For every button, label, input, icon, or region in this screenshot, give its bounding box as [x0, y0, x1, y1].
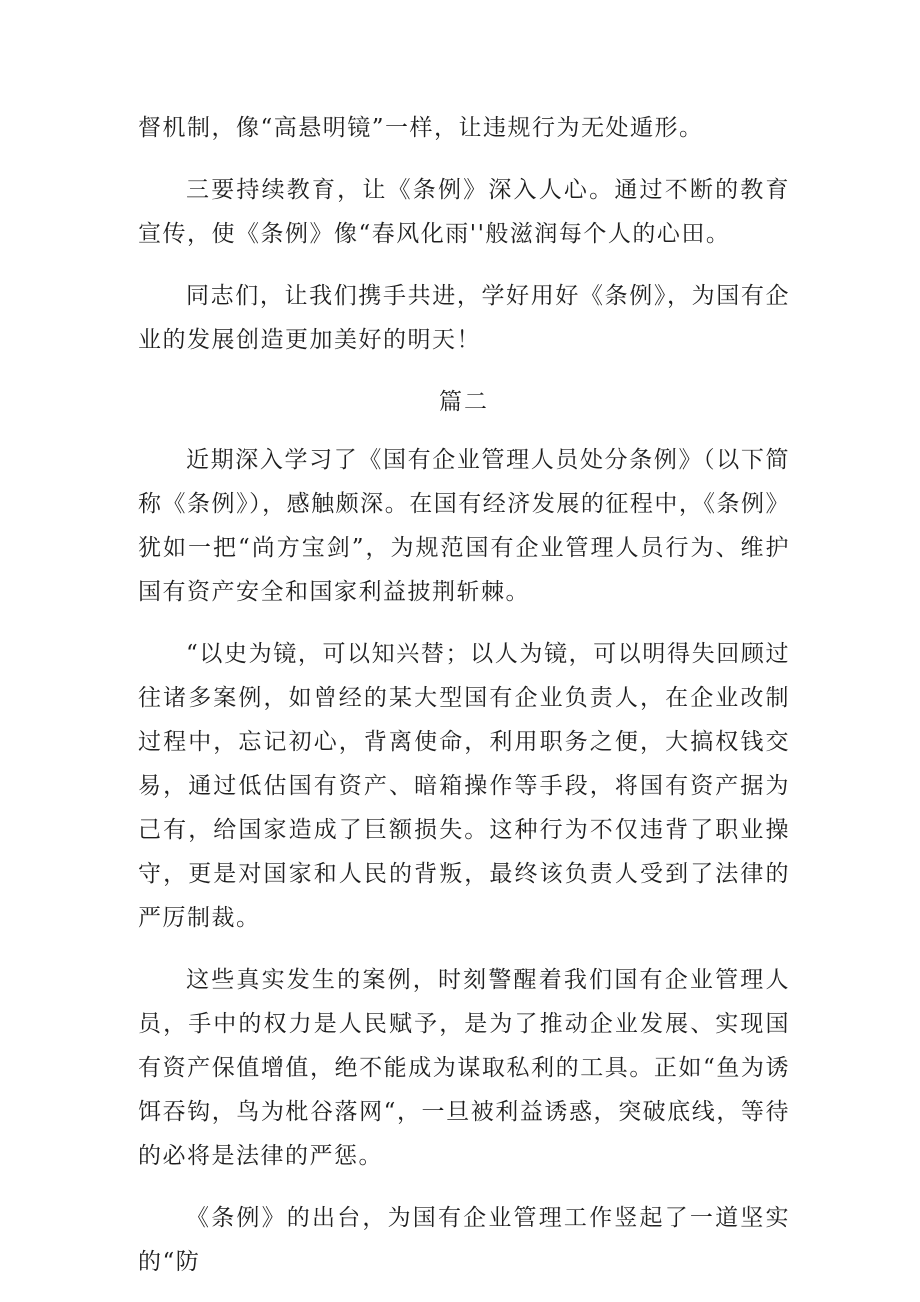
document-body [138, 106, 790, 1302]
paragraph-continuation: 督机制，像“高悬明镜”一样，让违规行为无处遁形。 [138, 115, 704, 141]
paragraph-case: “以史为镜，可以知兴替；以人为镜，可以明得失回顾过往诸多案例，如曾经的某大型国有企业负责人，在企业改制过程中，忘记初心，背离使命，利用职务之便，大搞权钱交易，通过低估国有资产、暗箱操作等手段，将国有资产据为己有，给国家造成了巨额损失。这种行为不仅违背了职业操守，更是对国家和人民的背叛，最终该负责人受到了法律的严厉制裁。 [138, 641, 790, 931]
paragraph-regulation: 《条例》的出台，为国有企业管理工作竖起了一道坚实的“防 [138, 1205, 790, 1275]
paragraph-intro: 近期深入学习了《国有企业管理人员处分条例》（以下简称《条例》），感触颇深。在国有经济发展的征程中，《条例》犹如一把“尚方宝剑”，为规范国有企业管理人员行为、维护国有资产安全和国家利益披荆斩棘。 [138, 447, 790, 605]
section-heading: 篇二 [439, 389, 489, 415]
paragraph-warning: 这些真实发生的案例，时刻警醒着我们国有企业管理人员，手中的权力是人民赋予，是为了推动企业发展、实现国有资产保值增值，绝不能成为谋取私利的工具。正如“鱼为诱饵吞钩，鸟为枇谷落网“，一旦被利益诱惑，突破底线，等待的必将是法律的严惩。 [138, 967, 790, 1169]
paragraph-education: 三要持续教育，让《条例》深入人心。通过不断的教育宣传，使《条例》像“春风化雨''般滋润每个人的心田。 [138, 177, 790, 247]
paragraph-closing: 同志们，让我们携手共进，学好用好《条例》，为国有企业的发展创造更加美好的明天！ [138, 283, 790, 353]
